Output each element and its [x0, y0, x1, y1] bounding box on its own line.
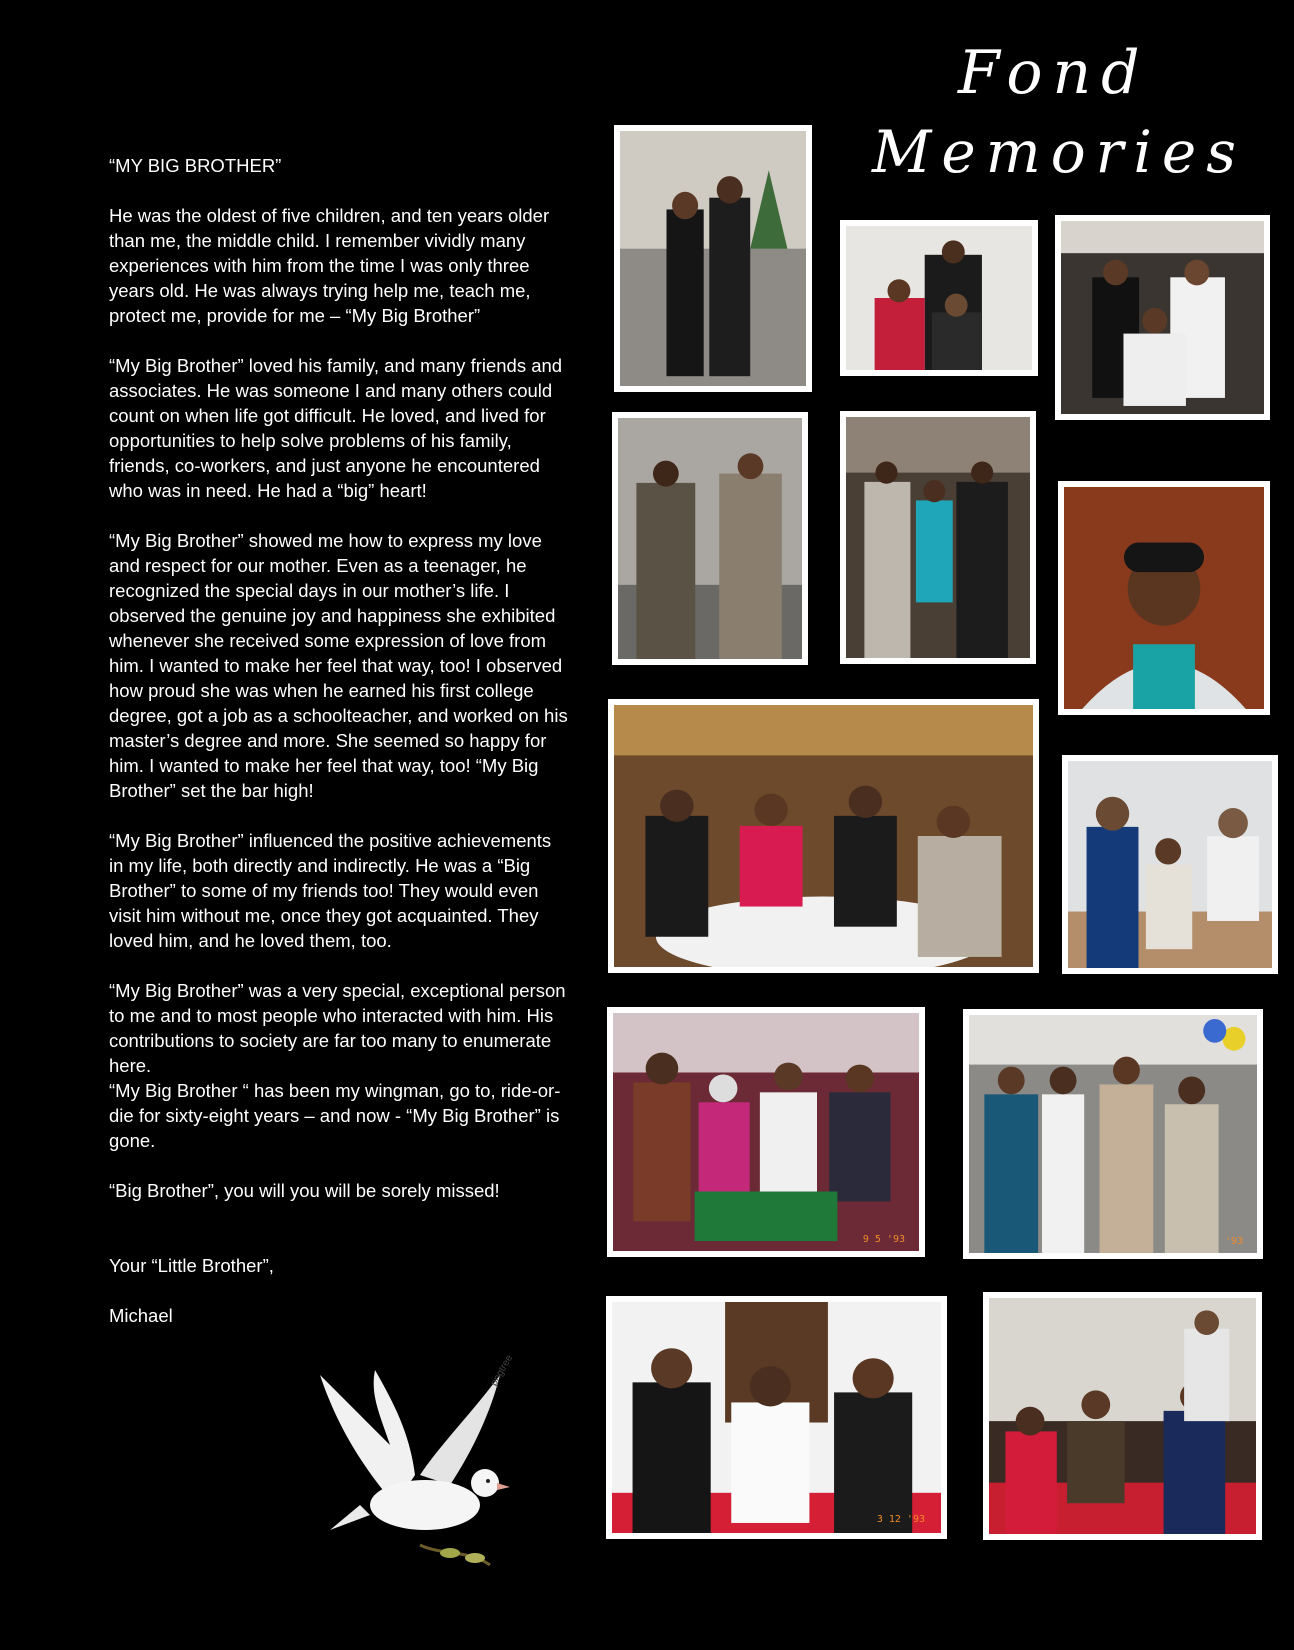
letter-title: “MY BIG BROTHER” — [109, 155, 282, 176]
photo-9-date: 9 5 '93 — [862, 1234, 905, 1245]
photo-12 — [983, 1292, 1262, 1540]
photo-7 — [608, 699, 1039, 973]
dove-illustration — [300, 1355, 540, 1595]
photo-1 — [614, 125, 812, 392]
dove-watermark: pngtree — [488, 1353, 516, 1388]
heading-line-1: Fond — [958, 38, 1150, 108]
letter-paragraph-1: He was the oldest of five children, and ten years older than me, the middle child. I remember vividly many experiences with him from the time I was only three years old. He was always trying help me, teach me, protect me, provide for me – “My Big Brother” — [109, 205, 550, 326]
photo-9 — [607, 1007, 925, 1257]
letter-paragraph-6: “My Big Brother “ has been my wingman, go to, ride-or-die for sixty-eight years – and now - “My Big Brother” is gone. — [109, 1080, 561, 1151]
photo-10-date: '93 — [1224, 1236, 1243, 1247]
heading-line-2: Memories — [872, 118, 1246, 186]
photo-3 — [1055, 215, 1270, 420]
letter-signature: Michael — [109, 1305, 173, 1326]
photo-11-date: 3 12 '93 — [876, 1514, 925, 1525]
photo-10 — [963, 1009, 1263, 1259]
letter-paragraph-7: “Big Brother”, you will you will be sorely missed! — [109, 1180, 500, 1201]
letter-paragraph-2: “My Big Brother” loved his family, and many friends and associates. He was someone I and many others could count on when life got difficult. He loved, and lived for opportunities to help solve problems of his family, friends, co-workers, and just anyone he encountered who was in need. He had a “big” heart! — [109, 355, 563, 501]
letter-paragraph-5: “My Big Brother” was a very special, exceptional person to me and to most people who interacted with him. His contributions to society are far too many to enumerate here. — [109, 980, 566, 1076]
letter — [109, 153, 569, 1353]
photo-11 — [606, 1296, 947, 1539]
photo-5 — [840, 411, 1036, 664]
letter-closing: Your “Little Brother”, — [109, 1255, 274, 1276]
photo-2 — [840, 220, 1038, 376]
photo-8 — [1062, 755, 1278, 974]
photo-6 — [1058, 481, 1270, 715]
letter-paragraph-4: “My Big Brother” influenced the positive achievements in my life, both directly and indirectly. He was a “Big Brother” to some of my friends too! They would even visit him without me, once they got acquainted. They loved him, and he loved them, too. — [109, 830, 552, 951]
photo-4 — [612, 412, 808, 665]
letter-paragraph-3: “My Big Brother” showed me how to express my love and respect for our mother. Even as a teenager, he recognized the special days in our mother’s life. I observed the genuine joy and happiness she exhibited whenever she received some expression of love from him. I wanted to make her feel that way, too! I observed how proud she was when he earned his first college degree, got a job as a schoolteacher, and worked on his master’s degree and more. She seemed so happy for him. I wanted to make her feel that way, too! “My Big Brother” set the bar high! — [109, 530, 568, 801]
